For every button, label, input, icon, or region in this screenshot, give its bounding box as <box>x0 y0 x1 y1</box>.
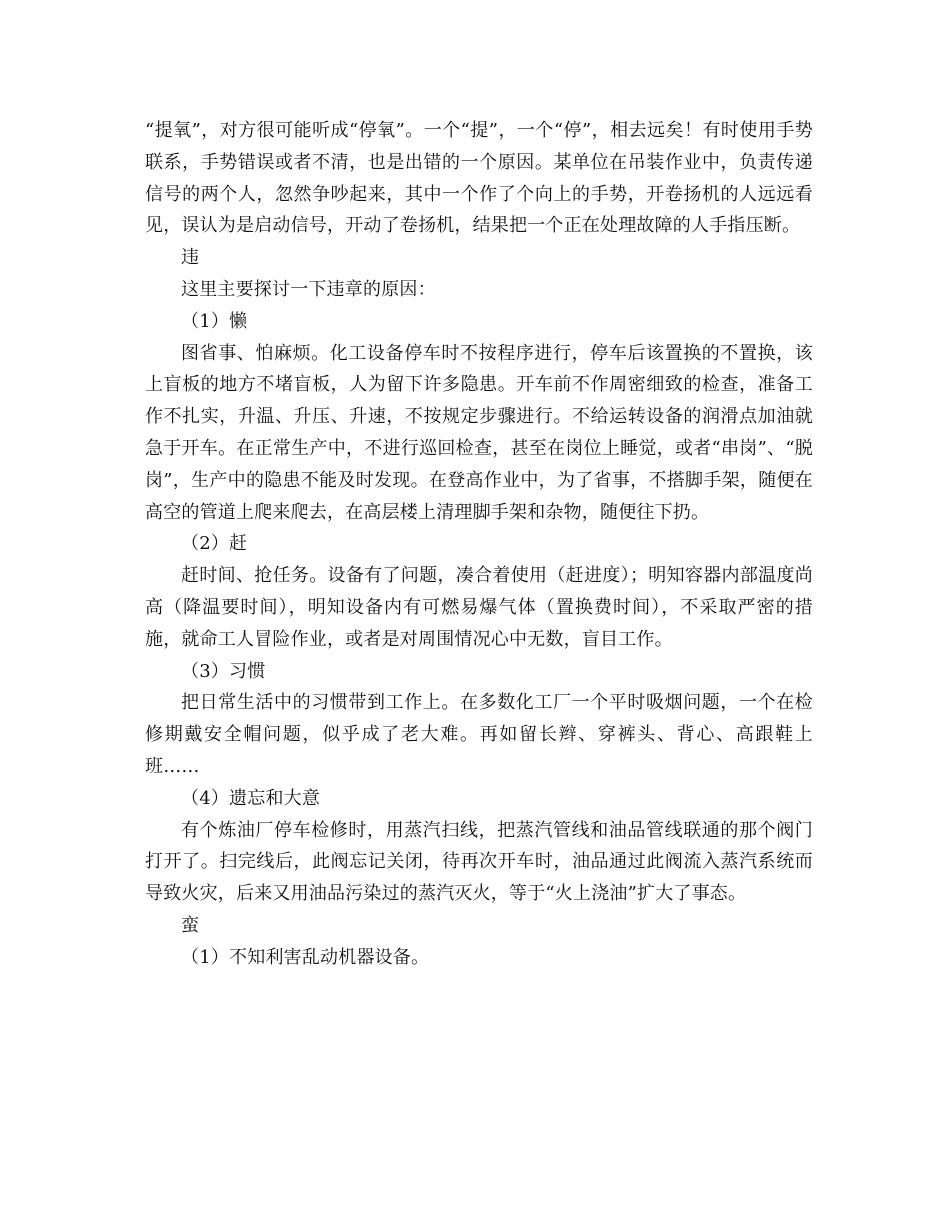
paragraph-intro-violation: 这里主要探讨一下违章的原因： <box>181 278 436 300</box>
paragraph-forget-careless: 有个炼油厂停车检修时，用蒸汽扫线，把蒸汽管线和油品管线联通的那个阀门打开了。扫完线后，此阀忘记关闭，待再次开车时，油品通过此阀流入蒸汽系统而导致火灾，后来又用油品污染过的蒸汽灭火，等于“火上浇油”扩大了事态。 <box>145 819 813 905</box>
paragraph-rush: 赶时间、抢任务。设备有了问题，凑合着使用（赶进度）；明知容器内部温度尚高（降温要时间），明知设备内有可燃易爆气体（置换费时间），不采取严密的措施，就命工人冒险作业，或者是对周围情况心中无数，盲目工作。 <box>145 565 813 650</box>
heading-violation: 违 <box>181 247 200 269</box>
heading-lazy: （1）懒 <box>181 310 248 332</box>
document-body <box>145 115 813 974</box>
paragraph-lazy: 图省事、怕麻烦。化工设备停车时不按程序进行，停车后该置换的不置换，该上盲板的地方不堵盲板，人为留下许多隐患。开车前不作周密细致的检查，准备工作不扎实，升温、升压、升速，不按规定步骤进行。不给运转设备的润滑点加油就急于开车。在正常生产中，不进行巡回检查，甚至在岗位上睡觉，或者“串岗”、“脱岗”，生产中的隐患不能及时发现。在登高作业中，为了省事，不搭脚手架，随便在高空的管道上爬来爬去，在高层楼上清理脚手架和杂物，随便往下扔。 <box>145 342 813 523</box>
paragraph-reckless-item-1: （1）不知利害乱动机器设备。 <box>181 946 430 968</box>
heading-reckless: 蛮 <box>181 914 200 936</box>
paragraph-habit: 把日常生活中的习惯带到工作上。在多数化工厂一个平时吸烟问题，一个在检修期戴安全帽问题，似乎成了老大难。再如留长辫、穿裤头、背心、高跟鞋上班…… <box>145 692 813 777</box>
heading-rush: （2）赶 <box>181 533 248 555</box>
heading-habit: （3）习惯 <box>181 660 266 682</box>
paragraph-signal-errors: “提氧”，对方很可能听成“停氧”。一个“提”，一个“停”，相去远矣！有时使用手势联系，手势错误或者不清，也是出错的一个原因。某单位在吊装作业中，负责传递信号的两个人，忽然争吵起来，其中一个作了个向上的手势，开卷扬机的人远远看见，误认为是启动信号，开动了卷扬机，结果把一个正在处理故障的人手指压断。 <box>145 120 813 237</box>
heading-forget-careless: （4）遗忘和大意 <box>181 787 321 809</box>
